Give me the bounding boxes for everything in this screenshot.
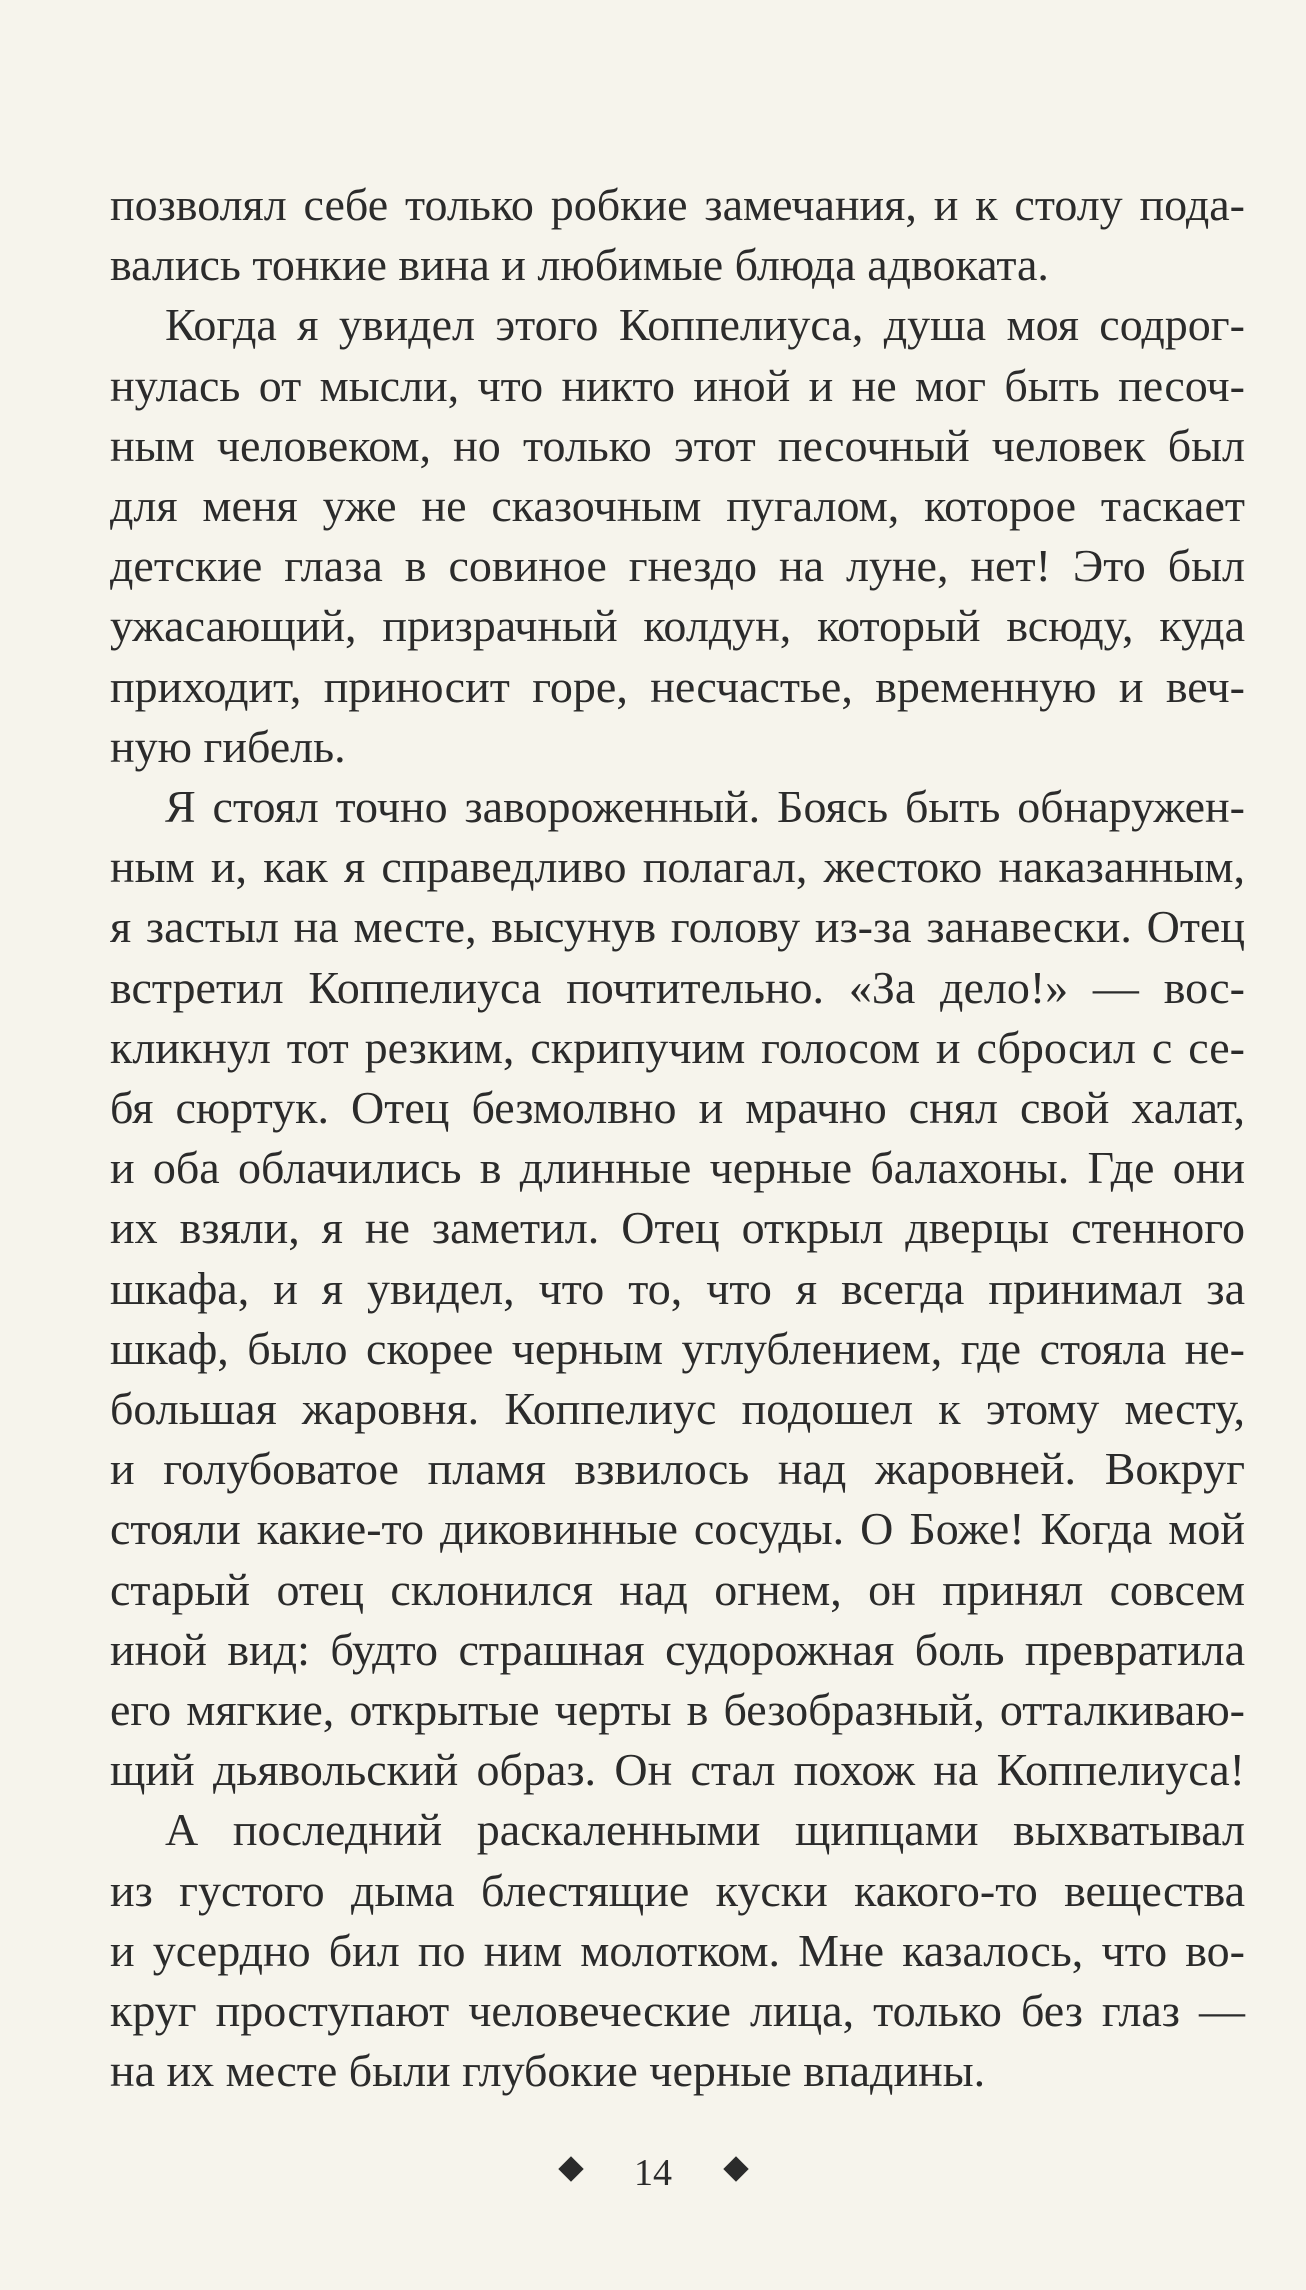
text-line: иной вид: будто страшная судорожная боль превратила (110, 1623, 1245, 1675)
text-line: бя сюртук. Отец безмолвно и мрачно снял свой халат, (110, 1082, 1245, 1134)
text-line: детские глаза в совиное гнездо на луне, нет! Это был (110, 540, 1245, 592)
page-body (110, 175, 1245, 2102)
paragraph-4 (110, 1800, 1245, 2101)
text-line: встретил Коппелиуса почтительно. «За дело!» — вос- (110, 961, 1245, 1013)
text-line: Когда я увидел этого Коппелиуса, душа моя содрог- (165, 299, 1245, 351)
text-line: большая жаровня. Коппелиус подошел к этому месту, (110, 1383, 1245, 1435)
page-footer (0, 2148, 1306, 2195)
text-line: ужасающий, призрачный колдун, который всюду, куда (110, 600, 1245, 652)
text-line: щий дьявольский образ. Он стал похож на Коппелиуса! (110, 1744, 1245, 1796)
text-line: ную гибель. (110, 720, 346, 772)
text-line: старый отец склонился над огнем, он принял совсем (110, 1563, 1245, 1615)
text-line: ным человеком, но только этот песочный человек был (110, 419, 1245, 471)
text-line: А последний раскаленными щипцами выхватывал (165, 1804, 1245, 1856)
text-line: нулась от мысли, что никто иной и не мог быть песоч- (110, 359, 1245, 411)
text-line: ным и, как я справедливо полагал, жестоко наказанным, (110, 841, 1245, 893)
text-line: и усердно бил по ним молотком. Мне казалось, что во- (110, 1924, 1245, 1976)
text-line: на их месте были глубокие черные впадины. (110, 2045, 986, 2097)
text-line: приходит, приносит горе, несчастье, временную и веч- (110, 660, 1245, 712)
text-line: кликнул тот резким, скрипучим голосом и сбросил с се- (110, 1021, 1245, 1073)
text-line: шкафа, и я увидел, что то, что я всегда принимал за (110, 1262, 1245, 1314)
text-line: я застыл на месте, высунув голову из-за занавески. Отец (110, 901, 1245, 953)
diamond-icon (558, 2157, 583, 2182)
text-line: и оба облачились в длинные черные балахоны. Где они (110, 1142, 1245, 1194)
text-line: Я стоял точно завороженный. Боясь быть обнаружен- (165, 781, 1245, 833)
paragraph-2 (110, 295, 1245, 777)
paragraph-1 (110, 175, 1245, 295)
text-line: его мягкие, открытые черты в безобразный, отталкиваю- (110, 1684, 1245, 1736)
text-line: вались тонкие вина и любимые блюда адвоката. (110, 239, 1049, 291)
page-number: 14 (634, 2152, 672, 2195)
text-line: и голубоватое пламя взвилось над жаровней. Вокруг (110, 1443, 1245, 1495)
text-line: позволял себе только робкие замечания, и к столу пода- (110, 179, 1245, 230)
text-line: из густого дыма блестящие куски какого-то вещества (110, 1864, 1245, 1916)
paragraph-3 (110, 777, 1245, 1800)
text-line: круг проступают человеческие лица, только без глаз — (110, 1985, 1245, 2037)
text-line: шкаф, было скорее черным углублением, где стояла не- (110, 1322, 1245, 1374)
text-line: для меня уже не сказочным пугалом, которое таскает (110, 480, 1245, 532)
text-line: их взяли, я не заметил. Отец открыл дверцы стенного (110, 1202, 1245, 1254)
text-line: стояли какие-то диковинные сосуды. О Боже! Когда мой (110, 1503, 1245, 1555)
diamond-icon (723, 2157, 748, 2182)
